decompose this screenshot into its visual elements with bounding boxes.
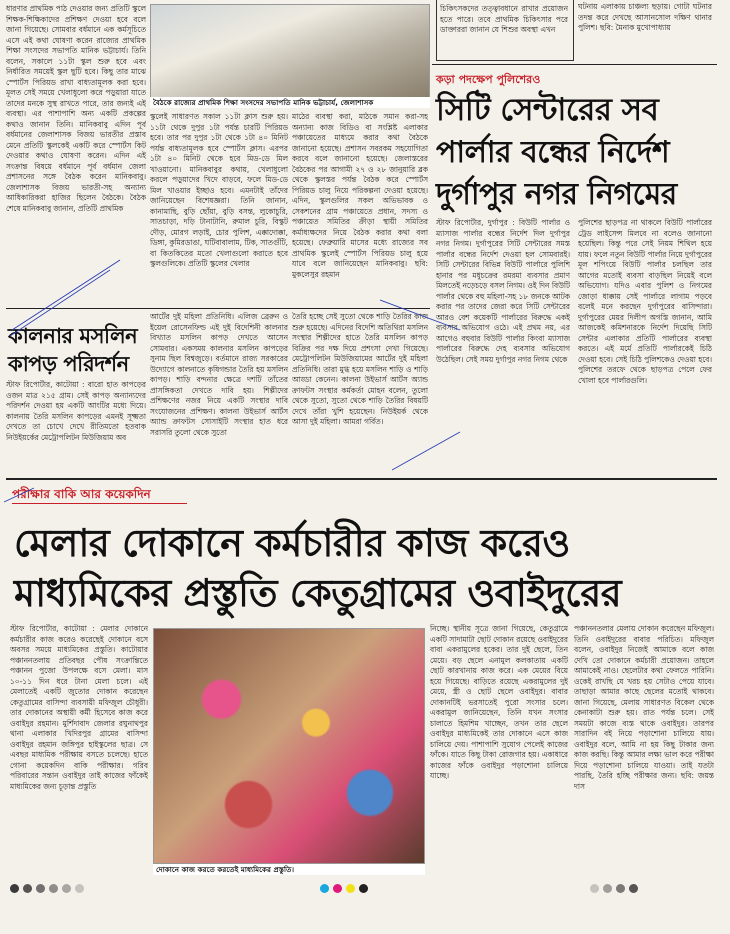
registration-dot <box>75 884 84 893</box>
mela-column-1: স্টাফ রিপোর্টার, কাটোয়া : মেলার দোকানে কর্মচারীর কাজ করেও করেছেই দোকানে বসে অবসর সময়ে মাধ্যমিকের প্রস্তুতি। কাটোয়ার পঞ্চাননতলায় প্রতিবছর পৌষ সংক্রান্তিতে পঞ্চানন পুজো উপলক্ষে বসে মেলা। মাস ১০-১১ দিন ধরে টানা মেলা চলে। এই মেলাতেই একটি জুতোর দোকান করেছেন কেতুগ্রামের বাসিন্দা ব্যবসায়ী মফিজুল চৌধুরী। তার দোকানের অস্থায়ী কর্মী হিসেবে কাজ করে ওবাইদুর রহমান। মুর্শিদাবাদ জেলার রঘুনাথপুর থানা এলাকার খিদিরপুর গ্রামের বাসিন্দা ওবাইদুর রহমান জঙ্গিপুর হাইস্কুলের ছাত্র। সে এবছর মাধ্যমিক পরীক্ষায় বসতে চলেছে। হাতে গোনা কয়েকদিন বাকি পরীক্ষার। গরিব পরিবারের সন্তান ওবাইদুর তাই কাজের ফাঁকেই মাধ্যমিকের জন্য চূড়ান্ত প্রস্তুতি <box>10 624 148 791</box>
meeting-photo <box>150 4 430 98</box>
mela-headline-line2: মাধ্যমিকের প্রস্তুতি কেতুগ্রামের ওবাইদুরের <box>14 571 622 615</box>
kalna-headline-line1: কালনার মসলিন <box>8 324 138 348</box>
durgapur-headline-line3: দুর্গাপুর নগর নিগমের <box>436 177 677 212</box>
yellow-dot <box>346 884 355 893</box>
registration-marks-color <box>320 884 368 893</box>
top-mid-column: স্কুলেই সাধারণত সকাল ১১টা ক্লাস শুরু হয়। ১১টা থেকে দুপুর ১টা পর্যন্ত চারটি পিরিয়ড হবে। তার পর দুপুর ১টা থেকে ১টা ৪০ মিনিট পর্যন্ত বাধ্যতামূলক হবে স্পোর্টস ক্লাস। এরপর ১টা ৪০ মিনিট থেকে হবে মিড-ডে মিল খাওয়ানো। মানিকবাবুর কথায়, খেলাধুলো করলে পড়ুয়াদের খিদে বাড়বে, ফলে মিড-ডে মিল খাওয়ার ইচ্ছাও হবে। এমনটাই তাঁদের জানিয়েছেন বিশেষজ্ঞরা। তিনি জানান, কানামাছি, বুড়ি ছোঁয়া, বুড়ি বসন্ত, লুকোচুরি, সাতচাড়া, দড়ি টানাটানি, রুমাল চুরি, বিস্কুট দৌড়, মোরগ লড়াই, চোর পুলিশ, এক্কাদোক্কা, ডিঙ্গা, কুমিরডাঙা, ঘটিবাবালাম, টিক, সাতগুঁটি, বা কিতকিতের মতো খেলাগুলো করাতে হবে স্কুলগুলিকে। প্রতিটি স্কুলের খেলার <box>150 112 288 269</box>
shop-photo-caption: দোকানে কাজ করতে করতেই মাধ্যমিকের প্রস্তুতি। <box>153 864 425 875</box>
side-box-left-text: চিকিৎসকদের তত্ত্বাবধানে রাখার প্রয়োজন হতে পারে। তবে প্রাথমিক চিকিৎসার পরে ডাক্তাররা জানান যে শিশুর অবস্থা এখন <box>440 4 568 35</box>
registration-dot <box>49 884 58 893</box>
shop-photo <box>153 628 425 864</box>
magenta-dot <box>333 884 342 893</box>
durgapur-headline-line1: সিটি সেন্টারের সব <box>436 92 659 128</box>
durgapur-headline-line2: পার্লার বন্ধের নির্দেশ <box>436 135 670 170</box>
registration-dot <box>10 884 19 893</box>
cyan-dot <box>320 884 329 893</box>
divider <box>432 64 717 65</box>
registration-marks-right <box>590 884 638 893</box>
kicker-underline <box>12 503 187 504</box>
mela-headline-line1: মেলার দোকানে কর্মচারীর কাজ করেও <box>14 521 570 565</box>
mela-kicker: পরীক্ষার বাকি আর কয়েকদিন <box>12 487 151 501</box>
meeting-photo-caption: বৈঠকে রাজ্যের প্রাথমিক শিক্ষা সংসদের সভাপতি মানিক ভট্টাচার্য, জেলাশাসক <box>150 97 430 108</box>
durgapur-kicker: কড়া পদক্ষেপ পুলিশেরও <box>436 73 541 86</box>
divider <box>6 308 430 309</box>
registration-dot <box>590 884 599 893</box>
durgapur-column-1: স্টাফ রিপোর্টার, দুর্গাপুর : বিউটি পার্লার ও ম্যাসাজ পার্লার বন্ধের নির্দেশ দিল দুর্গাপুর নগর নিগম। দুর্গাপুরের সিটি সেন্টারের সমস্ত পার্লার বন্ধের নির্দেশ দেওয়া হল সোমবারই। সিটি সেন্টারের বিভিন্ন বিউটি পার্লারে পুলিশি হানার পর মধুচক্রের রমরমা ব্যবসার প্রমাণ মিলতেই নড়েচড়ে বসল নিগম। ওই দিন বিউটি পার্লার থেকে বহু মহিলা-সহ ১৮ জনকে আটক করার পর তাদের জেরা করে সিটি সেন্টারের আরও বেশ কয়েকটি পার্লারের বিরুদ্ধে একই ব্যবসার অভিযোগ ওঠে। এই প্রথম নয়, এর আগেও বহুবার বিউটি পার্লার কিংবা ম্যাসাজ পার্লারের বিরুদ্ধে দেহ ব্যবসার অভিযোগ উঠেছিল। সেই সময় দুর্গাপুর নগর নিগম থেকে <box>436 218 570 364</box>
section-divider <box>6 478 717 480</box>
registration-dot <box>36 884 45 893</box>
registration-dot <box>616 884 625 893</box>
top-left-column: ধারণার প্রাথমিক পাঠ দেওয়ার জন্য প্রতিটি স্কুলে শিক্ষক-শিক্ষিকাদের প্রশিক্ষণ দেওয়া হবে বলে জানা গিয়েছে। সোমবার বর্ধমানে এক কর্মসূচিতে এসে এই কথা ঘোষণা করেন রাজ্যের প্রাথমিক শিক্ষা সংসদের সভাপতি মানিক ভট্টাচার্য। তিনি বলেন, সকালে ১১টা স্কুল শুরু হবে এবং নির্ধারিত সময়েই স্কুল ছুটি হবে। কিছু তার মাঝে স্পোর্টস পিরিয়ড রাখা বাধ্যতামূলক করা হবে। মূলত সেই সময়ে খেলাধুলো করে পড়ুয়ারা যাতে তাদের মনকে সুস্থ রাখতে পারে, তার জন্যই এই ব্যবস্থা। এর পাশাপাশি অন্য একটি প্রকল্পের কথাও জানান তিনি। মানিকবাবু এদিন পূর্ব বর্ধমানের জেলাশাসক বিজয় ভারতীর প্রস্তাব মেনে প্রতিটি স্কুলকেই একটি করে স্পোর্টস কিট দেওয়ার কথাও ঘোষণা করেন। এদিন এই সংক্রান্ত বিষয়ে বর্ধমানে পূর্ব বর্ধমান জেলা প্রশাসনের সঙ্গে বৈঠক করেন মানিকবাবু। জেলাশাসক বিজয় ভারতী-সহ অন্যান্য আধিকারিকরা হাজির ছিলেন বৈঠকে। বৈঠক শেষে মানিকবাবু জানান, প্রতিটি প্রাথমিক <box>6 4 146 213</box>
mela-column-2: নিচ্ছে। স্থানীয় সূত্রে জানা গিয়েছে, কেতুগ্রামে একটি সাদামাটা ছোট দোকান রয়েছে ওবাইদুরের বাবা একরামুলের হকের। তার দুই ছেলে, তিন মেয়ে। বড় ছেলে এনামুল কলকাতায় একটি ছোট কারখানায় কাজ করে। এক মেয়ের বিয়ে হয়ে গিয়েছে। বাড়িতে রয়েছে একরামুলের দুই মেয়ে, স্ত্রী ও ছোট ছেলে ওবাইদুর। বাবার দোকানটিই ভরসাতেই পুরো সংসার চলে। একরামুল জানিয়েছেন, তিনি যখন সংসার চালাতে হিমশিম খাচ্ছেন, তখন তার ছেলে ওবাইদুর মাধ্যমিকেই তার দোকানে এসে কাজ চালিয়ে দেয়। পাশাপাশি সুযোগ পেলেই কাজের ফাঁকে। যাতে কিছু টাকা রোজগার হয়। একাধারে কাজের ফাঁকে ওবাইদুর পড়াশোনা চালিয়ে যাচ্ছে। <box>430 624 568 781</box>
side-box-left <box>436 0 574 61</box>
top-right-column: মাঠের ব্যবস্থা করা, মাঠকে সমান করা-সহ অন্যান্য কাজ বিডিও বা সংশ্লিষ্ট এলাকার পঞ্চায়েতের মাধ্যমে করার কথা বৈঠকে জানানো হয়েছে। প্রশাসন সবরকম সহযোগিতা করবে বলে জানানো হয়েছে। জেলাস্তরের বৈঠকের পর আগামী ২৭ ও ২৮ জানুয়ারি ব্লক থেকে স্কুলস্তর পর্যন্ত বৈঠক করে স্পোর্টস পিরিয়ড চালু নিয়ে পরিকল্পনা দেওয়া হয়েছে। এদিন, স্কুলগুলির সকল অভিভাবক ও সেকশনের গ্রাম পঞ্চায়েতে প্রধান, সদস্য ও পঞ্চায়েত সমিতির ক্রীড়া স্থায়ী সমিতির কর্মাধ্যক্ষদের নিয়ে বৈঠক করার কথা বলা হয়েছে। ফেব্রুয়ারি মাসের মধ্যে রাজ্যের সব প্রাথমিক স্কুলেই স্পোর্টস পিরিয়ড চালু হয়ে যাবে বলে জানিয়েছেন মানিকবাবু। ছবি: মুকলেসুর রহমান <box>292 112 428 279</box>
registration-marks-left <box>10 884 84 893</box>
side-box-right-text: ঘটনায় এলাকায় চাঞ্চল্য ছড়ায়। গোটা ঘটনার তদন্ত করে দেখছে আসানসোল দক্ষিণ থানার পুলিশ। ছবি: মৈনাক মুখোপাধ্যায় <box>578 2 712 33</box>
registration-dot <box>62 884 71 893</box>
durgapur-column-2: পুলিশের ছাড়পত্র না থাকলে বিউটি পার্লারের ট্রেড লাইসেন্স মিলবে না বলেও জানানো হয়েছিল। কিন্তু পরে সেই নিয়ম শিথিল হয়ে যায়। ফলে নতুন বিউটি পার্লার নিয়ে দুর্গাপুরের মূল শপিংয়ে বিউটি পার্লার চলছিল তার আগের মতোই ব্যবসা বাড়ছিল নিয়েই বলে অভিযোগ। যদিও এবার পুলিশ ও নিগমের জোড়া ধাক্কায় সেই পার্লারে লাগাম পড়বে বলেই মনে করছেন দুর্গাপুরের বাসিন্দারা। দুর্গাপুরের মেয়র দিলীপ অগস্তি জানান, আমি আজকেই কমিশনারকে নির্দেশ দিয়েছি সিটি সেন্টার এলাকার প্রতিটি পার্লারের ব্যবস্থা করতে। এই মর্মে প্রতিটি পার্লারকেই চিঠি দেওয়া হবে। সেই চিঠি পুলিশকেও দেওয়া হবে। পুলিশের তরফে থেকে ছাড়পত্র পেলে ফের খোলা হবে পার্লারগুলি। <box>578 218 712 385</box>
kalna-column-2: আর্টের দুই মহিলা প্রতিনিধি। এলিজ ব্রেরুন ও ইয়েল রোসেনফিল্ড এই দুই বিদেশিনী কালনার বিখ্যাত মসলিন কাপড় দেখতে আসেন সোমবার। একসময় কালনার মসলিন কাপড়ের সুনাম ছিল বিশ্বজুড়ে। বর্তমানে রাজ্য সরকারের উদ্যোগে কালনাতে কৃষিগন্ডার তৈরি হয় মসলিন কাপড়। শাড়ি বন্দনার ক্ষেত্রে দশটি তাঁতের প্রাসঙ্গিকতা দেখতে দাবি হয়। শিল্পীদের প্রশিক্ষণের নজর নিয়ে একটি সংস্থার দাবি সংযোজনের প্রশিক্ষণ। কালনা উইভার্স আর্টস অ্যান্ড ক্রাফটস সোসাইটি সংস্থার হাত ধরে সরাসরি তুলো থেকে সুতো <box>150 312 288 437</box>
registration-dot <box>629 884 638 893</box>
kalna-column-1: স্টাফ রিপোর্টার, কাটোয়া : বারো হাত কাপড়ের ওজন মাত্র ২১৫ গ্রাম। সেই কাপড় অন্যান্যদের পরিদর্শন দেওয়া হয় একটি আংটির মধ্যে দিয়ে। কালনায় তৈরি মসলিন কাপড়ের এমনই সূক্ষ্মতা দেখতে তা চোখে দেখে রীতিমতো হতবাক নিউইয়র্কের মেট্রোপলিটন মিউজিয়াম অব <box>6 380 146 442</box>
kalna-column-3: তৈরি হচ্ছে সেই সুতো থেকে শাড়ি তৈরির কাজ শুরু হয়েছে। এদিনের বিদেশি অতিথিরা মসলিন সংস্থার শিল্পীদের হাতে তৈরি মসলিন কাপড় বিক্রির পর দক্ষ দিয়ে প্রশংসা দেখা গিয়েছে। মেট্রোপলিটন মিউজিয়ামের আর্টের দুই মহিলা প্রতিনিধি। তারা মুগ্ধ হয়ে মসলিন শাড়ি ও শাড়ি আড্ডা কেনেন। কালনা উইভার্স আর্টস অ্যান্ড ক্রাফটস সংস্থার কর্মকর্তা মোহন বলেন, তুলো থেকে সুতো, সুতো থেকে শাড়ি তৈরির বিষয়টি দেখে তাঁরা খুশি হয়েছেন। নিউইয়র্ক থেকে আসা দুই মহিলা। আমরা গর্বিত। <box>292 312 428 427</box>
mela-column-3: পঞ্চাননতলার মেলায় দোকান করেছেন মফিজুল। তিনি ওবাইদুরের বাবার পরিচিত। মফিজুল বলেন, ওবাইদুর নিজেই আমাকে বলে কাজ দেখি তো দোকানে কর্মচারী প্রয়োজন। তাহলে আমাকেই নাও। ছেলেটার কথা ফেলতে পারিনি। ওকেই রাখছি যে খরচ হয় সেটাও পেয়ে যাবে। তাছাড়া আমার কাছে ছেলের মতোই থাকবে। জানা গিয়েছে, মেলায় সাধারণত বিকেল থেকে কেনাকাটা শুরু হয়। রাত পর্যন্ত চলে। সেই সময়টা কাজে ব্যস্ত থাকে ওবাইদুর। তারপর সারাদিন বই নিয়ে পড়াশোনা চালিয়ে যায়। ওবাইদুর বলে, আমি না হয় কিছু টাকার জন্য কাজ করছি। কিন্তু আমার লক্ষ্য ভাল করে পরীক্ষা দিয়ে পড়াশোনা চালিয়ে যাওয়া। তাই যতটা পারছি, তৈরি হচ্ছি পরীক্ষার জন্য। ছবি: জয়ন্ত দাস <box>574 624 714 791</box>
registration-dot <box>23 884 32 893</box>
registration-dot <box>603 884 612 893</box>
black-dot <box>359 884 368 893</box>
kalna-headline-line2: কাপড় পরিদর্শন <box>8 352 129 376</box>
